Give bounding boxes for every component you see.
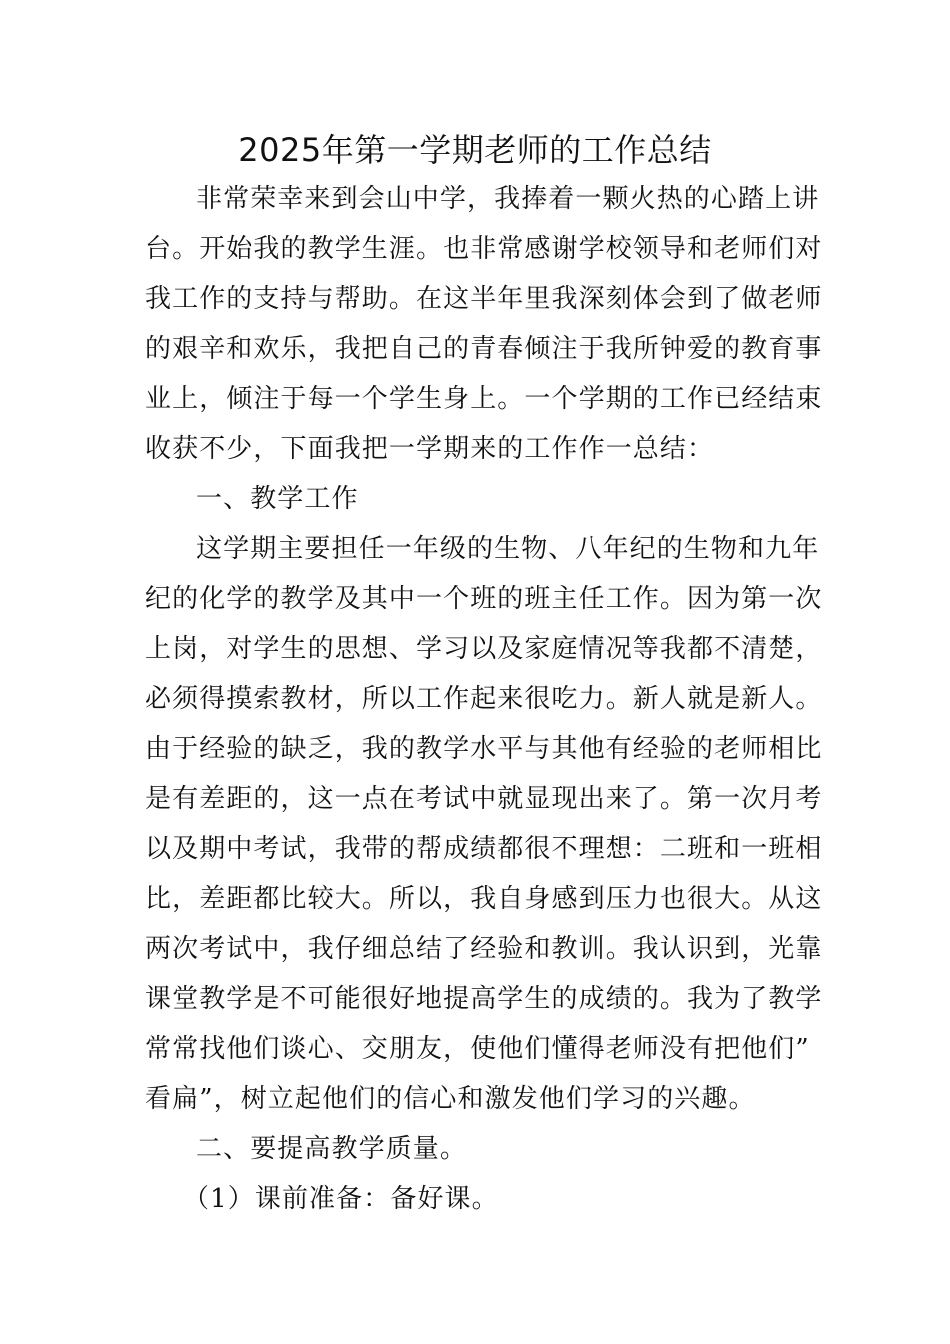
paragraph-line: 收获不少，下面我把一学期来的工作作一总结： — [145, 434, 715, 464]
paragraph-line: 是有差距的，这一点在考试中就显现出来了。第一次月考 — [145, 784, 823, 814]
paragraph-line: 必须得摸索教材，所以工作起来很吃力。新人就是新人。 — [145, 684, 823, 714]
section-heading: 二、要提高教学质量。 — [196, 1134, 468, 1164]
document-title: 2025年第一学期老师的工作总结 — [238, 131, 712, 169]
paragraph-line: 我工作的支持与帮助。在这半年里我深刻体会到了做老师 — [145, 284, 823, 314]
paragraph-line: 以及期中考试，我带的帮成绩都很不理想：二班和一班相 — [145, 834, 823, 864]
paragraph-line: 上岗，对学生的思想、学习以及家庭情况等我都不清楚， — [145, 634, 823, 664]
paragraph-line: 课堂教学是不可能很好地提高学生的成绩的。我为了教学 — [145, 984, 823, 1014]
paragraph-line: 常常找他们谈心、交朋友，使他们懂得老师没有把他们” — [145, 1034, 810, 1064]
paragraph-line: 纪的化学的教学及其中一个班的班主任工作。因为第一次 — [145, 584, 823, 614]
paragraph-line: 台。开始我的教学生涯。也非常感谢学校领导和老师们对 — [145, 234, 823, 264]
paragraph-line: 看扁”，树立起他们的信心和激发他们学习的兴趣。 — [145, 1084, 756, 1114]
paragraph-line: 业上，倾注于每一个学生身上。一个学期的工作已经结束 — [145, 384, 823, 414]
paragraph-line: 非常荣幸来到会山中学，我捧着一颗火热的心踏上讲 — [196, 184, 820, 214]
paragraph-line: 由于经验的缺乏，我的教学水平与其他有经验的老师相比 — [145, 734, 823, 764]
paragraph-line: 这学期主要担任一年级的生物、八年纪的生物和九年 — [196, 534, 820, 564]
paragraph-line: 比，差距都比较大。所以，我自身感到压力也很大。从这 — [145, 884, 823, 914]
section-heading: 一、教学工作 — [196, 484, 359, 514]
paragraph-line: 两次考试中，我仔细总结了经验和教训。我认识到，光靠 — [145, 934, 823, 964]
paragraph-line: 的艰辛和欢乐，我把自己的青春倾注于我所钟爱的教育事 — [145, 334, 823, 364]
subsection-heading: （1）课前准备：备好课。 — [183, 1184, 499, 1214]
